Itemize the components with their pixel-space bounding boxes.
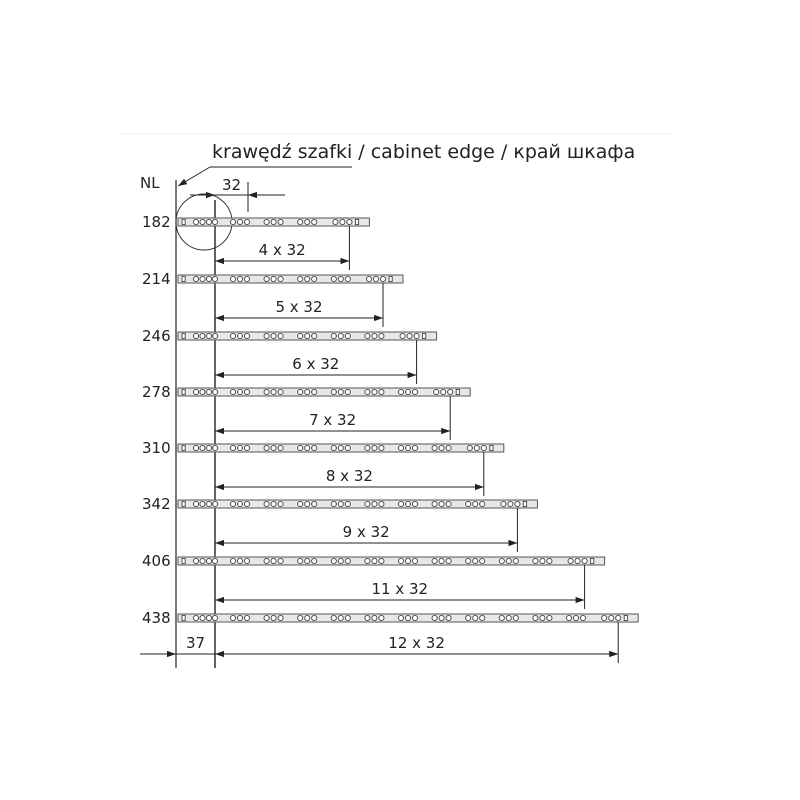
rail-slot — [182, 501, 185, 506]
rail-hole — [506, 615, 511, 620]
rail-hole — [193, 333, 198, 338]
rail-hole — [230, 276, 235, 281]
rail-hole — [264, 219, 269, 224]
rail-hole — [439, 615, 444, 620]
rail-hole — [193, 615, 198, 620]
rail-hole — [412, 445, 417, 450]
rail-hole — [237, 501, 242, 506]
rail-hole — [400, 333, 405, 338]
rail-slot — [456, 389, 459, 394]
rail-hole — [405, 501, 410, 506]
rail-hole — [414, 333, 419, 338]
rail-hole — [212, 333, 217, 338]
rail-slot — [423, 333, 426, 338]
rail-hole — [398, 501, 403, 506]
rail-hole — [331, 276, 336, 281]
rail-hole — [533, 615, 538, 620]
rail-hole — [298, 333, 303, 338]
rail-hole — [333, 219, 338, 224]
nl-label: 342 — [142, 495, 171, 513]
rail-hole — [271, 615, 276, 620]
cabinet-edge-title: krawędź szafki / cabinet edge / край шкафа — [212, 141, 636, 163]
rail-hole — [298, 219, 303, 224]
rail-hole — [345, 276, 350, 281]
rail-hole — [379, 501, 384, 506]
rail-hole — [206, 389, 211, 394]
rail-row — [142, 383, 470, 440]
rail-hole — [412, 615, 417, 620]
rail-hole — [206, 333, 211, 338]
rail-hole — [412, 501, 417, 506]
rail-hole — [193, 389, 198, 394]
rail-hole — [513, 558, 518, 563]
rail-hole — [312, 615, 317, 620]
rail-hole — [540, 615, 545, 620]
rail-hole — [230, 501, 235, 506]
rail-hole — [193, 219, 198, 224]
rail-hole — [244, 333, 249, 338]
rail-hole — [448, 389, 453, 394]
rail-hole — [212, 615, 217, 620]
rail-hole — [379, 445, 384, 450]
rail-hole — [206, 558, 211, 563]
rail-hole — [271, 333, 276, 338]
rail-hole — [237, 389, 242, 394]
rail-hole — [499, 558, 504, 563]
rail-hole — [345, 501, 350, 506]
rail-hole — [547, 558, 552, 563]
rail-hole — [237, 219, 242, 224]
rail-hole — [365, 389, 370, 394]
rail-hole — [298, 501, 303, 506]
rail-hole — [345, 558, 350, 563]
rail-hole — [264, 558, 269, 563]
rail-hole — [365, 333, 370, 338]
nl-label: 438 — [142, 609, 171, 627]
rail-hole — [398, 615, 403, 620]
rail-hole — [338, 558, 343, 563]
rail-hole — [474, 445, 479, 450]
rail-hole — [432, 501, 437, 506]
rail-hole — [278, 219, 283, 224]
rail-hole — [271, 445, 276, 450]
rail-slot — [490, 445, 493, 450]
rail-hole — [366, 276, 371, 281]
nl-label: 406 — [142, 552, 171, 570]
rail-hole — [312, 501, 317, 506]
rail-hole — [405, 615, 410, 620]
rail-hole — [434, 389, 439, 394]
rail-row — [142, 552, 605, 609]
rail-hole — [446, 615, 451, 620]
rail-hole — [206, 276, 211, 281]
rail-hole — [379, 615, 384, 620]
rail-hole — [340, 219, 345, 224]
rail-hole — [212, 276, 217, 281]
rail-hole — [501, 501, 506, 506]
rail-hole — [466, 558, 471, 563]
rail-row — [142, 270, 403, 327]
rail-hole — [446, 558, 451, 563]
rail-hole — [580, 615, 585, 620]
rail-hole — [338, 276, 343, 281]
rail-hole — [278, 615, 283, 620]
rail-hole — [432, 558, 437, 563]
rail-hole — [305, 333, 310, 338]
spacing-label: 6 x 32 — [292, 355, 340, 373]
nl-label: 310 — [142, 439, 171, 457]
rail-hole — [244, 558, 249, 563]
rail-slot — [624, 615, 627, 620]
spacing-label: 4 x 32 — [258, 241, 306, 259]
rail-hole — [466, 615, 471, 620]
rail-bar — [178, 388, 470, 396]
rail-hole — [372, 615, 377, 620]
cabinet-edge-leader — [178, 167, 210, 186]
rail-hole — [193, 501, 198, 506]
rail-hole — [312, 333, 317, 338]
rail-hole — [206, 445, 211, 450]
rail-hole — [372, 558, 377, 563]
rail-hole — [237, 276, 242, 281]
rail-hole — [345, 445, 350, 450]
rail-hole — [405, 558, 410, 563]
rail-hole — [365, 501, 370, 506]
rail-hole — [331, 389, 336, 394]
rail-hole — [331, 501, 336, 506]
rail-hole — [305, 445, 310, 450]
rail-hole — [271, 219, 276, 224]
rail-hole — [264, 445, 269, 450]
rail-hole — [338, 445, 343, 450]
rail-hole — [206, 615, 211, 620]
rail-hole — [271, 558, 276, 563]
rail-hole — [575, 558, 580, 563]
rail-hole — [278, 445, 283, 450]
rail-hole — [372, 389, 377, 394]
rail-hole — [466, 501, 471, 506]
rail-hole — [480, 615, 485, 620]
rail-hole — [582, 558, 587, 563]
rail-hole — [244, 501, 249, 506]
rail-hole — [338, 501, 343, 506]
rail-hole — [446, 501, 451, 506]
rail-hole — [566, 615, 571, 620]
rail-hole — [200, 558, 205, 563]
rail-hole — [312, 219, 317, 224]
rail-hole — [244, 445, 249, 450]
rail-hole — [513, 615, 518, 620]
rail-hole — [305, 501, 310, 506]
rail-hole — [480, 501, 485, 506]
rail-hole — [305, 219, 310, 224]
rail-hole — [278, 276, 283, 281]
rail-hole — [237, 558, 242, 563]
spacing-label: 12 x 32 — [388, 634, 445, 652]
rail-hole — [312, 276, 317, 281]
spacing-label: 11 x 32 — [371, 580, 429, 598]
rail-row — [142, 495, 537, 552]
rail-hole — [439, 558, 444, 563]
rail-hole — [547, 615, 552, 620]
rail-slot — [182, 445, 185, 450]
rail-hole — [200, 219, 205, 224]
rail-hole — [412, 389, 417, 394]
rail-hole — [398, 558, 403, 563]
rail-hole — [338, 389, 343, 394]
rail-hole — [573, 615, 578, 620]
rail-hole — [347, 219, 352, 224]
rail-hole — [237, 445, 242, 450]
rail-hole — [278, 501, 283, 506]
rail-slot — [182, 219, 185, 224]
rail-hole — [609, 615, 614, 620]
spacing-label: 7 x 32 — [309, 411, 357, 429]
rail-hole — [405, 445, 410, 450]
rail-hole — [278, 558, 283, 563]
rail-hole — [264, 276, 269, 281]
rail-hole — [441, 389, 446, 394]
nl-label: 214 — [142, 270, 171, 288]
rail-hole — [338, 333, 343, 338]
rail-hole — [230, 389, 235, 394]
rail-hole — [298, 389, 303, 394]
rail-hole — [264, 389, 269, 394]
rail-hole — [405, 389, 410, 394]
rail-hole — [237, 333, 242, 338]
rail-hole — [237, 615, 242, 620]
rail-hole — [212, 558, 217, 563]
rail-hole — [206, 501, 211, 506]
rail-hole — [298, 558, 303, 563]
rail-slot — [389, 276, 392, 281]
rail-hole — [200, 615, 205, 620]
rail-hole — [379, 389, 384, 394]
rail-hole — [568, 558, 573, 563]
rail-hole — [372, 333, 377, 338]
rail-hole — [432, 615, 437, 620]
rail-hole — [331, 445, 336, 450]
rail-hole — [331, 333, 336, 338]
rail-hole — [540, 558, 545, 563]
rail-hole — [365, 558, 370, 563]
rail-hole — [271, 501, 276, 506]
nl-header: NL — [140, 174, 160, 192]
rail-hole — [312, 389, 317, 394]
rail-hole — [200, 333, 205, 338]
rail-hole — [200, 445, 205, 450]
rail-hole — [372, 445, 377, 450]
rail-hole — [305, 615, 310, 620]
rail-hole — [200, 389, 205, 394]
rail-hole — [298, 276, 303, 281]
rail-hole — [499, 615, 504, 620]
rail-hole — [264, 615, 269, 620]
rail-hole — [305, 558, 310, 563]
rail-slot — [523, 501, 526, 506]
rail-hole — [467, 445, 472, 450]
rail-hole — [264, 333, 269, 338]
rail-hole — [193, 445, 198, 450]
rail-hole — [380, 276, 385, 281]
rail-hole — [212, 219, 217, 224]
rail-hole — [365, 615, 370, 620]
rail-row — [142, 327, 437, 384]
rails-layer — [142, 213, 638, 663]
rail-hole — [230, 333, 235, 338]
rail-hole — [473, 558, 478, 563]
nl-label: 182 — [142, 213, 171, 231]
rail-hole — [439, 445, 444, 450]
rail-hole — [193, 558, 198, 563]
rail-hole — [331, 615, 336, 620]
pitch-label: 32 — [222, 176, 242, 194]
rail-hole — [264, 501, 269, 506]
rail-hole — [373, 276, 378, 281]
rail-hole — [473, 501, 478, 506]
rail-hole — [480, 558, 485, 563]
rail-hole — [407, 333, 412, 338]
rail-hole — [298, 445, 303, 450]
rail-hole — [312, 558, 317, 563]
rail-hole — [473, 615, 478, 620]
rail-hole — [331, 558, 336, 563]
rail-hole — [244, 615, 249, 620]
rail-hole — [206, 219, 211, 224]
rail-hole — [372, 501, 377, 506]
rail-hole — [271, 389, 276, 394]
rail-hole — [345, 333, 350, 338]
rail-slot — [182, 558, 185, 563]
rail-hole — [212, 389, 217, 394]
rail-hole — [506, 558, 511, 563]
rail-hole — [379, 333, 384, 338]
rail-hole — [345, 615, 350, 620]
rail-hole — [298, 615, 303, 620]
rail-hole — [230, 558, 235, 563]
rail-hole — [244, 389, 249, 394]
nl-label: 246 — [142, 327, 171, 345]
rail-hole — [278, 333, 283, 338]
spacing-label: 9 x 32 — [342, 523, 390, 541]
rail-hole — [602, 615, 607, 620]
rail-hole — [230, 615, 235, 620]
rail-hole — [365, 445, 370, 450]
rail-hole — [230, 219, 235, 224]
nl-label: 278 — [142, 383, 171, 401]
rail-slot — [182, 276, 185, 281]
spacing-label: 8 x 32 — [325, 467, 373, 485]
rail-hole — [271, 276, 276, 281]
rail-hole — [508, 501, 513, 506]
rail-hole — [412, 558, 417, 563]
rail-row — [142, 439, 504, 496]
rail-hole — [230, 445, 235, 450]
rail-hole — [338, 615, 343, 620]
rail-hole — [212, 445, 217, 450]
rail-hole — [312, 445, 317, 450]
rail-hole — [345, 389, 350, 394]
rail-hole — [616, 615, 621, 620]
rail-hole — [193, 276, 198, 281]
rail-slot — [182, 389, 185, 394]
rail-slot — [355, 219, 358, 224]
rail-hole — [244, 219, 249, 224]
rail-hole — [212, 501, 217, 506]
rail-hole — [244, 276, 249, 281]
rail-slot — [182, 333, 185, 338]
rail-hole — [278, 389, 283, 394]
rail-hole — [200, 501, 205, 506]
rail-hole — [446, 445, 451, 450]
rail-hole — [481, 445, 486, 450]
rail-hole — [533, 558, 538, 563]
rail-hole — [200, 276, 205, 281]
rail-hole — [305, 276, 310, 281]
rail-hole — [432, 445, 437, 450]
rail-hole — [515, 501, 520, 506]
rail-hole — [305, 389, 310, 394]
spacing-label: 5 x 32 — [275, 298, 323, 316]
rail-slot — [182, 615, 185, 620]
rail-row — [142, 609, 638, 663]
offset-label: 37 — [186, 634, 206, 652]
rail-hole — [398, 389, 403, 394]
rail-slot — [591, 558, 594, 563]
rail-hole — [379, 558, 384, 563]
rail-hole — [439, 501, 444, 506]
rail-hole — [398, 445, 403, 450]
